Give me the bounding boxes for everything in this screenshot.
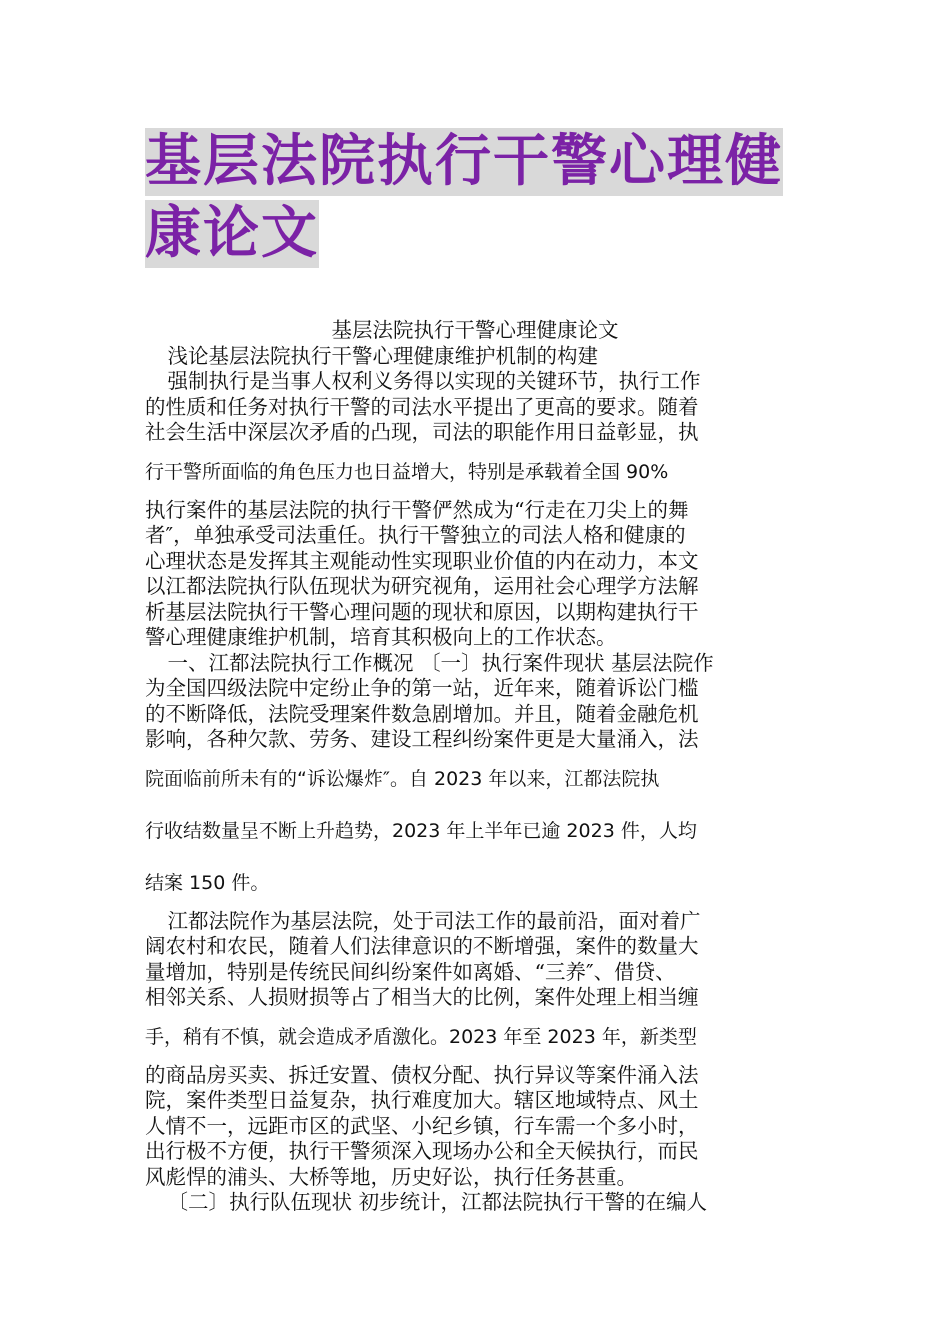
article-heading: 基层法院执行干警心理健康论文 <box>331 318 619 342</box>
text-line: 〔二〕执行队伍现状 初步统计，江都法院执行干警的在编人 <box>167 1190 708 1214</box>
text-line: 影响，各种欠款、劳务、建设工程纠纷案件更是大量涌入，法 <box>145 727 699 751</box>
text-line: 人情不一，远距市区的武坚、小纪乡镇，行车需一个多小时， <box>145 1113 699 1138</box>
text-line: 行干警所面临的角色压力也日益增大，特别是承载着全国 90% <box>145 460 669 483</box>
text-line: 出行极不方便，执行干警须深入现场办公和全天候执行，而民 <box>145 1139 699 1163</box>
text-line: 的不断降低，法院受理案件数急剧增加。并且，随着金融危机 <box>145 701 699 726</box>
text-line: 以江都法院执行队伍现状为研究视角，运用社会心理学方法解 <box>145 574 699 598</box>
text-line: 手，稍有不慎，就会造成矛盾激化。2023 年至 2023 年，新类型 <box>145 1025 697 1048</box>
text-line: 强制执行是当事人权利义务得以实现的关键环节，执行工作 <box>167 369 701 393</box>
text-line: 院面临前所未有的“诉讼爆炸″。自 2023 年以来，江都法院执 <box>145 767 660 790</box>
paragraph-intro <box>145 369 805 651</box>
text-line: 院，案件类型日益复杂，执行难度加大。辖区地域特点、风土 <box>145 1088 699 1112</box>
text-line: 警心理健康维护机制，培育其积极向上的工作状态。 <box>145 625 617 649</box>
text-line: 相邻关系、人损财损等占了相当大的比例，案件处理上相当缠 <box>145 985 699 1009</box>
title-line-2: 康论文 <box>145 201 319 266</box>
text-line: 一、江都法院执行工作概况 〔一〕执行案件现状 基层法院作 <box>167 650 714 675</box>
text-line: 社会生活中深层次矛盾的凸现，司法的职能作用日益彰显，执 <box>145 420 699 444</box>
text-line: 江都法院作为基层法院，处于司法工作的最前沿，面对着广 <box>167 908 701 933</box>
paragraph-court-context <box>145 909 805 1191</box>
article-subheading: 浅论基层法院执行干警心理健康维护机制的构建 <box>167 343 599 368</box>
text-line: 阔农村和农民，随着人们法律意识的不断增强，案件的数量大 <box>145 934 699 958</box>
text-line: 的性质和任务对执行干警的司法水平提出了更高的要求。随着 <box>145 394 699 419</box>
text-line: 量增加，特别是传统民间纠纷案件如离婚、“三养″、借贷、 <box>145 959 676 984</box>
text-line: 为全国四级法院中定纷止争的第一站，近年来，随着诉讼门槛 <box>145 676 699 700</box>
text-line: 的商品房买卖、拆迁安置、债权分配、执行异议等案件涌入法 <box>145 1062 699 1087</box>
text-line: 执行案件的基层法院的执行干警俨然成为“行走在刀尖上的舞 <box>145 497 689 522</box>
paragraph-team-status <box>145 1190 805 1216</box>
text-line: 风彪悍的浦头、大桥等地，历史好讼，执行任务甚重。 <box>145 1164 637 1189</box>
title-line-1: 基层法院执行干警心理健 <box>145 129 783 194</box>
text-line: 心理状态是发挥其主观能动性实现职业价值的内在动力，本文 <box>145 548 699 573</box>
paragraph-section-one <box>145 651 805 909</box>
text-line: 结案 150 件。 <box>145 871 270 894</box>
text-line: 行收结数量呈不断上升趋势，2023 年上半年已逾 2023 件，人均 <box>145 819 697 842</box>
document-body <box>145 318 805 1216</box>
text-line: 析基层法院执行干警心理问题的现状和原因，以期构建执行干 <box>145 599 699 624</box>
text-line: 者″，单独承受司法重任。执行干警独立的司法人格和健康的 <box>145 523 686 547</box>
